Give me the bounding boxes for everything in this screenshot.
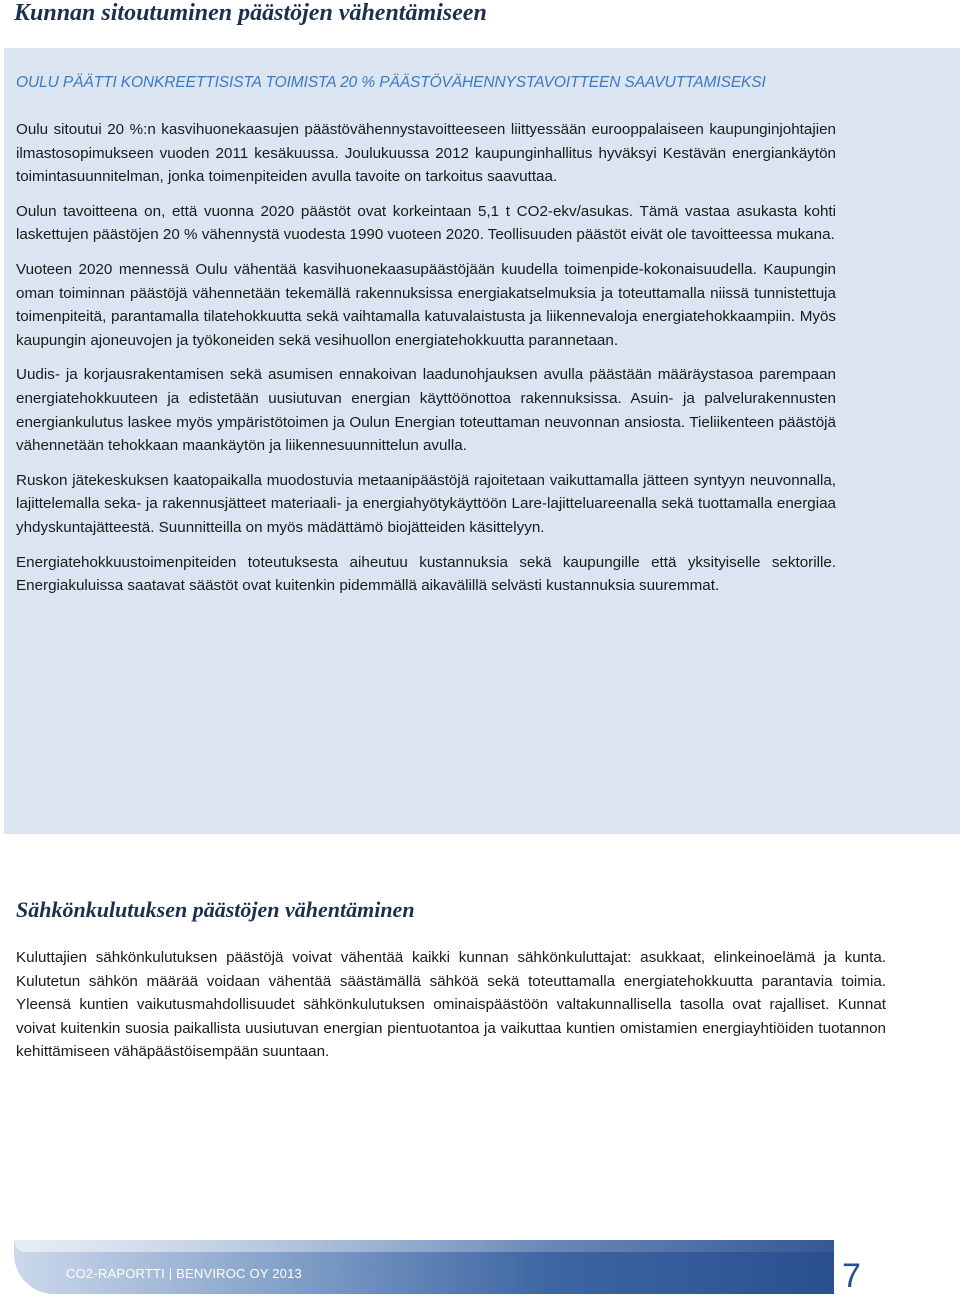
section-paragraph: Kuluttajien sähkönkulutuksen päästöjä voivat vähentää kaikki kunnan sähkönkuluttajat: asukkaat, elinkeinoelämä ja kunta. Kulutetun sähkön määrää voidaan vähentää säästämällä sähköä sekä toteuttamalla energiatehokkuutta parantavia toimia. Yleensä kuntien vaikutusmahdollisuudet sähkönkulutuksen ominaispäästöön valtakunnallisella tasolla ovat rajalliset. Kunnat voivat kuitenkin suosia paikallista uusiutuvan energian pientuotantoa ja vaikuttaa kuntien omistamien energiayhtiöiden tuotannon kehittämiseen vähäpäästöisempään suuntaan. bbox=[16, 949, 886, 1061]
box-paragraph: Oulu sitoutui 20 %:n kasvihuonekaasujen päästövähennystavoitteeseen liittyessään eurooppalaiseen kaupunginjohtajien ilmastosopimukseen vuoden 2011 kesäkuussa. Joulukuussa 2012 kaupunginhallitus hyväksyi Kestävän energiankäytön toimintasuunnitelman, jonka toimenpiteiden avulla tavoite on tarkoitus saavuttaa. bbox=[16, 121, 836, 186]
page-number: 7 bbox=[842, 1257, 861, 1295]
footer-label: CO2-RAPORTTI | BENVIROC OY 2013 bbox=[66, 1266, 302, 1281]
highlight-box bbox=[4, 48, 960, 834]
section-heading: Sähkönkulutuksen päästöjen vähentäminen bbox=[16, 897, 415, 922]
box-title: OULU PÄÄTTI KONKREETTISISTA TOIMISTA 20 % PÄÄSTÖVÄHENNYSTAVOITTEEN SAAVUTTAMISEKSI bbox=[16, 74, 766, 91]
box-paragraph: Oulun tavoitteena on, että vuonna 2020 päästöt ovat korkeintaan 5,1 t CO2-ekv/asukas. Tämä vastaa asukasta kohti laskettujen päästöjen 20 % vähennystä vuodesta 1990 vuoteen 2020. Teollisuuden päästöt eivät ole tavoitteessa mukana. bbox=[16, 202, 836, 244]
box-paragraph: Vuoteen 2020 mennessä Oulu vähentää kasvihuonekaasupäästöjään kuudella toimenpide-kokonaisuudella. Kaupungin oman toiminnan päästöjä vähennetään tekemällä rakennuksissa energiakatselmuksia ja toteuttamalla niissä tunnistettuja toimenpiteitä, parantamalla tilatehokkuutta sekä vaihtamalla katuvalaistusta ja liikennevaloja energiatehokkaampiin. Myös kaupungin ajoneuvojen ja työkoneiden sekä vesihuollon energiatehokkuutta parannetaan. bbox=[16, 260, 836, 349]
page-heading: Kunnan sitoutuminen päästöjen vähentämiseen bbox=[14, 0, 487, 26]
box-paragraph: Uudis- ja korjausrakentamisen sekä asumisen ennakoivan laadunohjauksen avulla päästään määräystasoa parempaan energiatehokkuuteen ja edistetään uusiutuvan energian käyttöönottoa rakennuksissa. Asuin- ja palvelurakennusten energiankulutus laskee myös ympäristötoimen ja Oulun Energian toteuttaman neuvonnan ansiosta. Tieliikenteen päästöjä vähennetään tehokkaan maankäytön ja liikennesuunnittelun avulla. bbox=[16, 366, 836, 455]
box-paragraph: Energiatehokkuustoimenpiteiden toteutuksesta aiheutuu kustannuksia sekä kaupungille että yksityiselle sektorille. Energiakuluissa saatavat säästöt ovat kuitenkin pidemmällä aikavälillä selvästi kustannuksia suuremmat. bbox=[16, 553, 836, 595]
box-body bbox=[16, 118, 836, 609]
box-paragraph: Ruskon jätekeskuksen kaatopaikalla muodostuvia metaanipäästöjä rajoitetaan vaikuttamalla jätteen syntyyn neuvonnalla, lajittelemalla seka- ja rakennusjätteet materiaali- ja energiahyötykäyttöön Lare-lajitteluareenalla sekä tuottamalla energiaa yhdyskuntajätteestä. Suunnitteilla on myös mädättämö biojätteiden käsittelyyn. bbox=[16, 471, 836, 536]
